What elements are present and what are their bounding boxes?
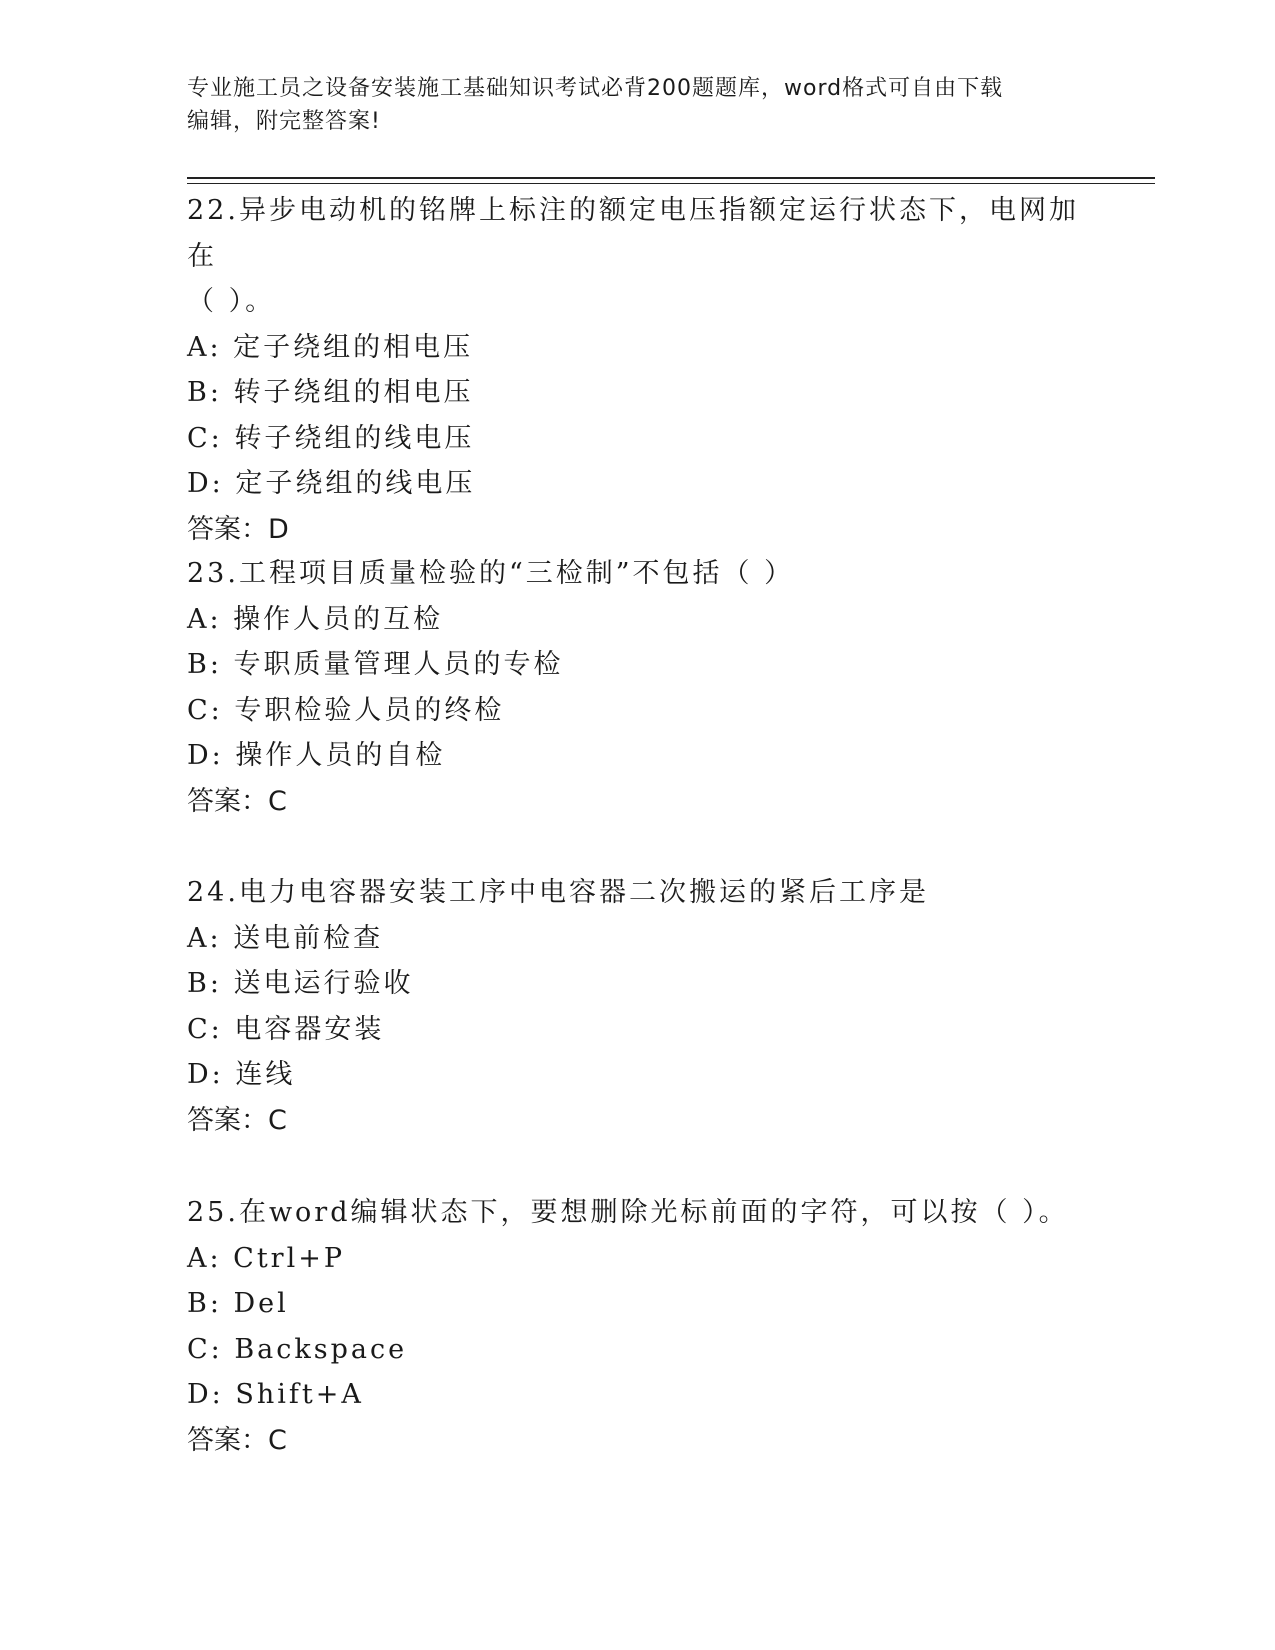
option-c: C: 转子绕组的线电压 <box>187 422 475 454</box>
option-d: D: 操作人员的自检 <box>187 740 446 771</box>
question-stem: 23.工程项目质量检验的“三检制”不包括（ ） <box>187 558 795 589</box>
option-d: D: Shift+A <box>187 1379 364 1410</box>
question-stem: 22.异步电动机的铭牌上标注的额定电压指额定运行状态下，电网加在 <box>187 195 1079 272</box>
option-c: C: 电容器安装 <box>187 1013 385 1045</box>
header-line-2: 编辑，附完整答案! <box>187 109 381 134</box>
option-b: B: 专职质量管理人员的专检 <box>187 649 564 680</box>
question-23 <box>187 551 1087 824</box>
answer-line: 答案：C <box>187 1424 287 1456</box>
question-25 <box>187 1190 1087 1463</box>
answer-line: 答案：D <box>187 513 289 545</box>
answer-line: 答案：C <box>187 1104 287 1136</box>
question-stem-continued: （ ）。 <box>187 286 276 317</box>
question-22 <box>187 188 1087 552</box>
header-divider-thin <box>187 183 1155 184</box>
header-line-1: 专业施工员之设备安装施工基础知识考试必背200题题库，word格式可自由下载 <box>187 76 1004 101</box>
header-divider-thick <box>187 177 1155 179</box>
answer-line: 答案：C <box>187 785 287 817</box>
option-b: B: Del <box>187 1288 289 1319</box>
question-stem: 24.电力电容器安装工序中电容器二次搬运的紧后工序是 <box>187 877 929 908</box>
option-c: C: 专职检验人员的终检 <box>187 694 505 726</box>
option-b: B: 转子绕组的相电压 <box>187 377 474 408</box>
option-c: C: Backspace <box>187 1333 408 1365</box>
question-24 <box>187 870 1087 1143</box>
question-stem: 25.在word编辑状态下，要想删除光标前面的字符，可以按（ ）。 <box>187 1197 1069 1228</box>
option-a: A: Ctrl+P <box>187 1242 346 1274</box>
document-header <box>187 72 1087 138</box>
option-d: D: 定子绕组的线电压 <box>187 468 476 499</box>
option-a: A: 定子绕组的相电压 <box>187 331 474 363</box>
option-a: A: 操作人员的互检 <box>187 603 444 635</box>
option-d: D: 连线 <box>187 1059 296 1090</box>
option-a: A: 送电前检查 <box>187 922 384 954</box>
option-b: B: 送电运行验收 <box>187 968 414 999</box>
